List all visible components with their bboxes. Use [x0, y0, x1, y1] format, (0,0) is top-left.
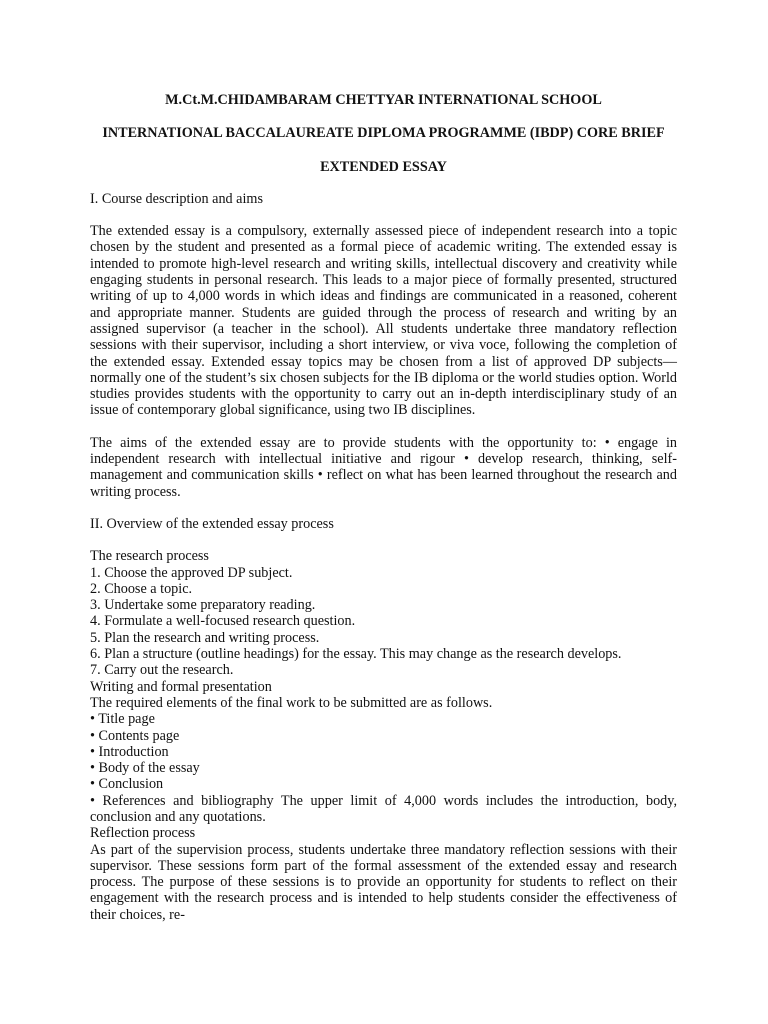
list-item: • References and bibliography The upper limit of 4,000 words includes the introduction, body, conclusion and any quotations.: [90, 792, 677, 825]
course-description-paragraph: The extended essay is a compulsory, externally assessed piece of independent research into a topic chosen by the student and presented as a formal piece of academic writing. The extended essay is intended to promote high-level research and writing skills, intellectual discovery and creativity while engaging students in personal research. This leads to a major piece of formally presented, structured writing of up to 4,000 words in which ideas and findings are communicated in a reasoned, coherent and appropriate manner. Students are guided through the process of research and writing by an assigned supervisor (a teacher in the school). All students undertake three mandatory reflection sessions with their supervisor, including a short interview, or viva voce, following the completion of the extended essay. Extended essay topics may be chosen from a list of approved DP subjects—normally one of the student’s six chosen subjects for the IB diploma or the world studies option. World studies provides students with the opportunity to carry out an in-depth interdisciplinary study of an issue of contemporary global significance, using two IB disciplines.: [90, 223, 677, 419]
document-page: [90, 92, 677, 923]
aims-paragraph: The aims of the extended essay are to provide students with the opportunity to: • engage in independent research with intellectual initiative and rigour • develop research, thinking, self-management and communication skills • reflect on what has been learned throughout the research and writing process.: [90, 434, 677, 500]
list-item: 2. Choose a topic.: [90, 580, 193, 597]
list-item: 3. Undertake some preparatory reading.: [90, 597, 316, 614]
writing-intro: The required elements of the final work to be submitted are as follows.: [90, 694, 493, 711]
subject-heading: EXTENDED ESSAY: [320, 158, 447, 175]
programme-heading: INTERNATIONAL BACCALAUREATE DIPLOMA PROGRAMME (IBDP) CORE BRIEF: [102, 125, 665, 142]
list-item: 4. Formulate a well-focused research question.: [90, 613, 356, 630]
list-item: 5. Plan the research and writing process.: [90, 629, 320, 646]
list-item: 1. Choose the approved DP subject.: [90, 564, 293, 581]
required-elements-list: [90, 711, 677, 825]
writing-presentation-title: Writing and formal presentation: [90, 678, 272, 695]
reflection-process-title: Reflection process: [90, 825, 196, 842]
list-item: • Title page: [90, 711, 155, 728]
list-item: • Conclusion: [90, 776, 164, 793]
school-name-heading: M.Ct.M.CHIDAMBARAM CHETTYAR INTERNATIONAL SCHOOL: [165, 92, 602, 108]
list-item: • Body of the essay: [90, 760, 200, 777]
section1-title: I. Course description and aims: [90, 190, 263, 207]
research-steps-list: [90, 565, 677, 679]
list-item: • Introduction: [90, 743, 169, 760]
section2-title: II. Overview of the extended essay process: [90, 515, 334, 532]
research-process-title: The research process: [90, 548, 209, 565]
list-item: • Contents page: [90, 727, 180, 744]
list-item: 7. Carry out the research.: [90, 662, 234, 679]
list-item: 6. Plan a structure (outline headings) for the essay. This may change as the research develops.: [90, 646, 622, 663]
reflection-paragraph: As part of the supervision process, students undertake three mandatory reflection sessions with their supervisor. These sessions form part of the formal assessment of the extended essay and research process. The purpose of these sessions is to provide an opportunity for students to reflect on their engagement with the research process and is intended to help students consider the effectiveness of their choices, re-: [90, 841, 677, 923]
